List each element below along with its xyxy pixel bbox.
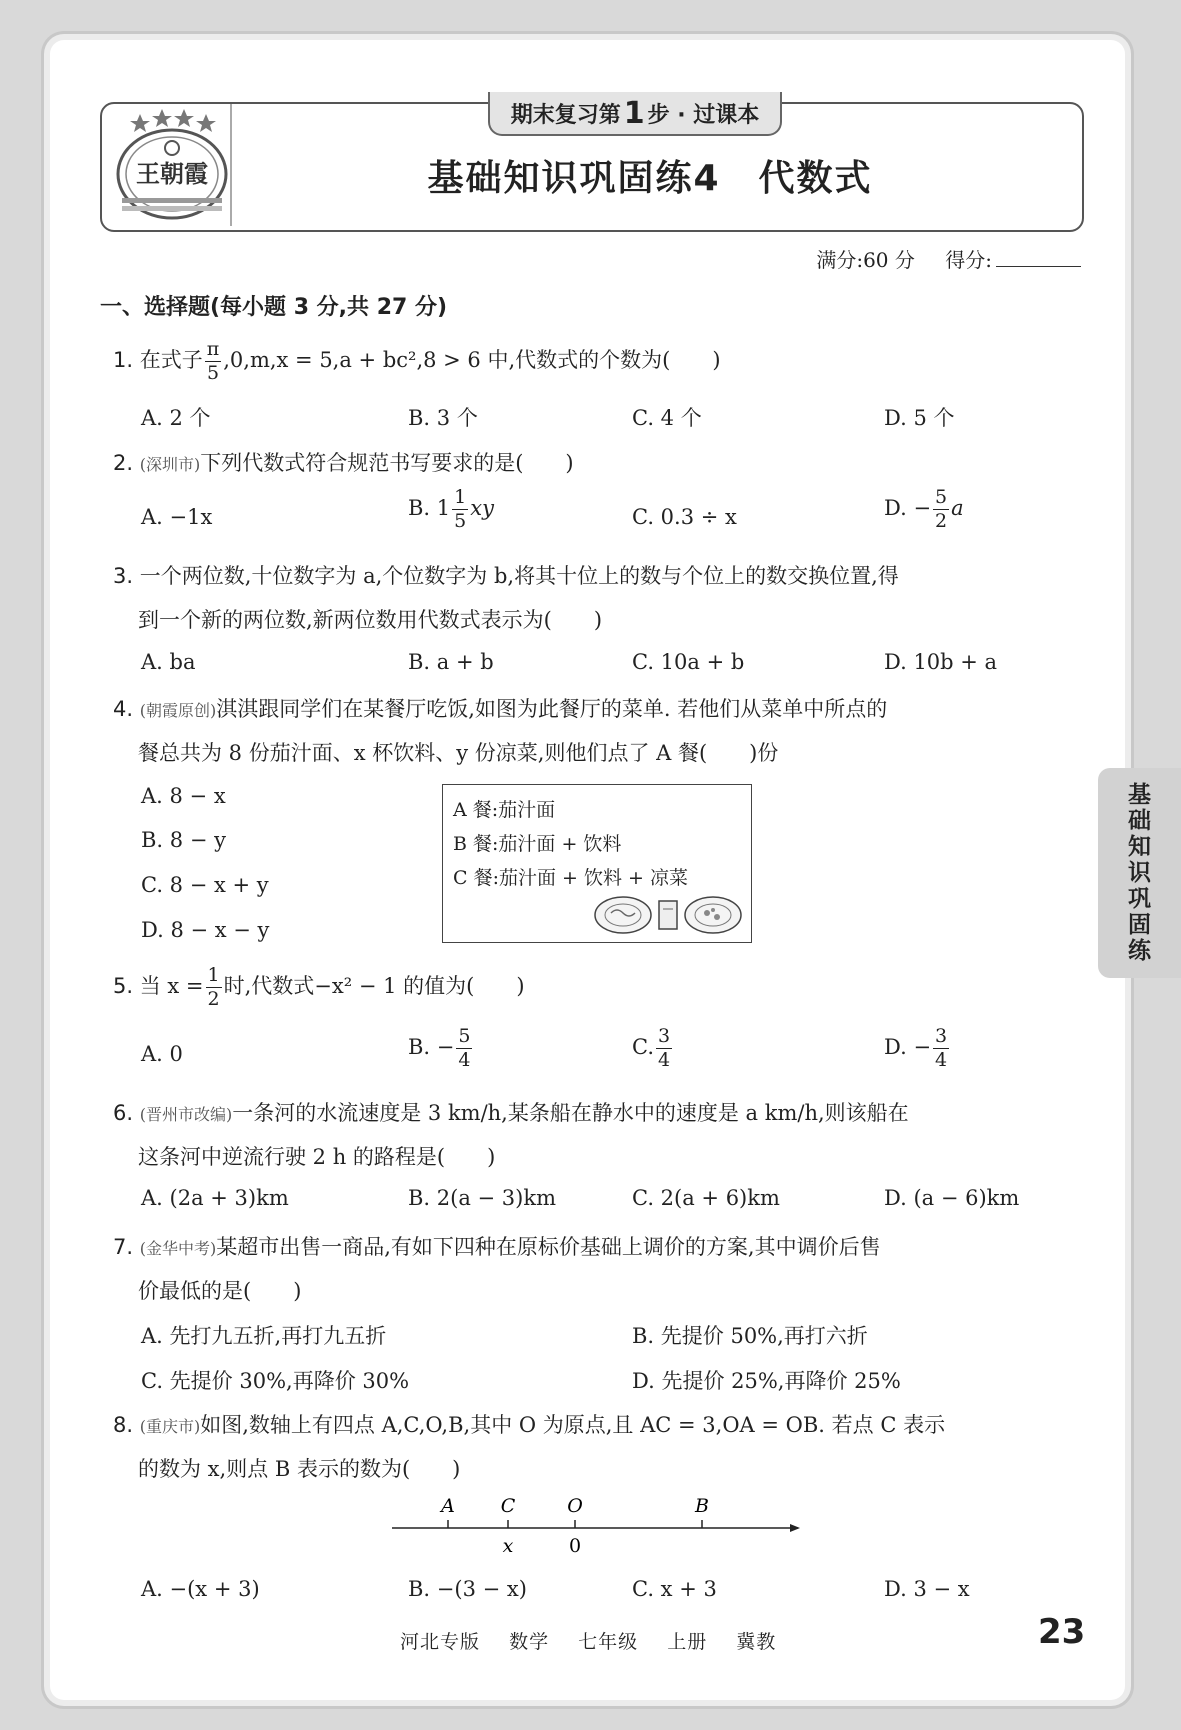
value-zero-label: 0 <box>568 1535 582 1557</box>
question-7 <box>113 1231 881 1261</box>
q4-option-a: A. 8 − x <box>141 784 226 808</box>
q3-line1: 一个两位数,十位数字为 a,个位数字为 b,将其十位上的数与个位上的数交换位置,得 <box>139 564 899 588</box>
q2-option-a: A. −1x <box>141 505 213 529</box>
fraction-numerator: 1 <box>207 964 220 986</box>
q4-option-b: B. 8 − y <box>141 828 226 852</box>
fraction-denominator: 5 <box>206 362 220 384</box>
q2-d-post: a <box>951 496 964 520</box>
q5-option-b <box>408 1027 474 1070</box>
q6-line2: 这条河中逆流行驶 2 h 的路程是( ) <box>138 1145 496 1169</box>
fraction-denominator: 5 <box>454 510 467 532</box>
q2-option-c: C. 0.3 ÷ x <box>632 505 737 529</box>
side-tab-char: 基 <box>1128 782 1151 808</box>
tag-suffix: 步 · 过课本 <box>647 102 760 128</box>
q5-c-fraction <box>656 1027 672 1070</box>
fraction-denominator: 4 <box>935 1049 948 1071</box>
q5-d-fraction <box>933 1027 949 1070</box>
footer-publisher: 冀教 <box>736 1631 777 1653</box>
fraction-denominator: 2 <box>207 988 220 1010</box>
q8-option-a: A. −(x + 3) <box>141 1577 260 1601</box>
side-tab-char: 巩 <box>1128 886 1151 912</box>
food-plates-icon <box>593 889 743 937</box>
tag-prefix: 期末复习第 <box>510 102 621 128</box>
menu-figure <box>442 784 752 943</box>
menu-item-c: C 餐:茄汁面 + 饮料 + 凉菜 <box>453 867 688 889</box>
q2-b-pre: B. 1 <box>408 496 451 520</box>
q5-c-pre: C. <box>632 1035 654 1059</box>
q5-option-a: A. 0 <box>141 1042 183 1066</box>
footer-subject: 数学 <box>509 1631 550 1653</box>
q5-fraction <box>206 966 222 1009</box>
q5-d-pre: D. − <box>884 1035 932 1059</box>
value-x-label: x <box>502 1535 514 1557</box>
footer-volume: 上册 <box>667 1631 708 1653</box>
q8-option-b: B. −(3 − x) <box>408 1577 527 1601</box>
side-tab-char: 固 <box>1128 912 1151 938</box>
question-number: 1. <box>113 348 134 372</box>
q6-option-c: C. 2(a + 6)km <box>632 1186 780 1210</box>
question-1 <box>113 340 721 383</box>
question-source: (深圳市) <box>139 455 201 474</box>
side-tab-char: 练 <box>1128 938 1151 964</box>
q2-b-fraction <box>452 488 468 531</box>
section-title: 一、选择题(每小题 3 分,共 27 分) <box>100 295 448 320</box>
fraction-numerator: π <box>206 338 220 360</box>
q8-line1: 如图,数轴上有四点 A,C,O,B,其中 O 为原点,且 AC = 3,OA = OB. 若点 C 表示 <box>200 1413 946 1437</box>
point-b-label: B <box>695 1495 709 1517</box>
q1-option-b: B. 3 个 <box>408 406 478 430</box>
menu-item-a: A 餐:茄汁面 <box>453 799 556 821</box>
footer-region: 河北专版 <box>400 1631 481 1653</box>
footer <box>400 1627 798 1654</box>
fraction-numerator: 5 <box>935 486 948 508</box>
q7-option-c: C. 先提价 30%,再降价 30% <box>141 1369 410 1393</box>
q8-option-d: D. 3 − x <box>884 1577 970 1601</box>
question-number: 8. <box>113 1413 134 1437</box>
menu-item-b: B 餐:茄汁面 + 饮料 <box>453 833 622 855</box>
q7-option-b: B. 先提价 50%,再打六折 <box>632 1324 868 1348</box>
q3-option-b: B. a + b <box>408 650 494 674</box>
review-step-tag <box>488 92 782 136</box>
q4-line1: 淇淇跟同学们在某餐厅吃饭,如图为此餐厅的菜单. 若他们从菜单中所点的 <box>216 697 888 721</box>
q1-pre: 在式子 <box>139 348 203 372</box>
question-number: 3. <box>113 564 134 588</box>
q6-option-d: D. (a − 6)km <box>884 1186 1020 1210</box>
q7-option-a: A. 先打九五折,再打九五折 <box>141 1324 387 1348</box>
q6-option-b: B. 2(a − 3)km <box>408 1186 556 1210</box>
q2-b-post: xy <box>470 496 494 520</box>
logo-text: 王朝霞 <box>136 159 208 188</box>
page-number: 23 <box>1038 1612 1086 1652</box>
q2-text: 下列代数式符合规范书写要求的是( ) <box>200 451 574 475</box>
question-source: (朝霞原创) <box>139 701 217 720</box>
number-line-figure <box>390 1490 810 1560</box>
q5-post: 时,代数式−x² − 1 的值为( ) <box>223 974 525 998</box>
fraction-numerator: 3 <box>658 1025 671 1047</box>
q4-option-c: C. 8 − x + y <box>141 873 269 897</box>
fraction-denominator: 4 <box>658 1049 671 1071</box>
score-blank <box>996 266 1081 267</box>
question-8 <box>113 1409 945 1439</box>
side-tab-char: 础 <box>1128 808 1151 834</box>
q1-post: ,0,m,x = 5,a + bc²,8 > 6 中,代数式的个数为( ) <box>223 348 721 372</box>
footer-grade: 七年级 <box>578 1631 639 1653</box>
q2-option-b <box>408 488 494 531</box>
q6-line1: 一条河的水流速度是 3 km/h,某条船在静水中的速度是 a km/h,则该船在 <box>232 1101 909 1125</box>
side-tab-char: 知 <box>1128 834 1151 860</box>
question-6 <box>113 1097 909 1127</box>
question-3 <box>113 560 899 590</box>
score-line <box>816 244 1081 273</box>
side-tab <box>1098 768 1181 978</box>
fraction-numerator: 5 <box>458 1025 471 1047</box>
q1-fraction <box>205 340 222 383</box>
q7-line2: 价最低的是( ) <box>138 1279 302 1303</box>
tag-step-number: 1 <box>623 95 645 131</box>
question-number: 5. <box>113 974 134 998</box>
q1-option-c: C. 4 个 <box>632 406 702 430</box>
q3-option-c: C. 10a + b <box>632 650 745 674</box>
q2-d-pre: D. − <box>884 496 932 520</box>
question-4 <box>113 693 887 723</box>
question-5 <box>113 966 525 1009</box>
fraction-denominator: 2 <box>935 510 948 532</box>
question-source: (金华中考) <box>139 1239 217 1258</box>
full-score: 满分:60 分 <box>816 248 915 272</box>
q4-option-d: D. 8 − x − y <box>141 918 270 942</box>
q6-option-a: A. (2a + 3)km <box>141 1186 289 1210</box>
question-source: (重庆市) <box>139 1417 201 1436</box>
q5-b-pre: B. − <box>408 1035 455 1059</box>
side-tab-char: 识 <box>1128 860 1151 886</box>
question-2 <box>113 447 574 477</box>
fraction-denominator: 4 <box>458 1049 471 1071</box>
point-a-label: A <box>441 1495 455 1517</box>
q2-option-d <box>884 488 964 531</box>
q5-pre: 当 x = <box>139 974 204 998</box>
q4-line2: 餐总共为 8 份茄汁面、x 杯饮料、y 份凉菜,则他们点了 A 餐( )份 <box>138 741 779 765</box>
q8-option-c: C. x + 3 <box>632 1577 717 1601</box>
question-number: 7. <box>113 1235 134 1259</box>
question-number: 6. <box>113 1101 134 1125</box>
q1-option-a: A. 2 个 <box>141 406 211 430</box>
q5-b-fraction <box>456 1027 472 1070</box>
q8-line2: 的数为 x,则点 B 表示的数为( ) <box>138 1457 461 1481</box>
q3-line2: 到一个新的两位数,新两位数用代数式表示为( ) <box>138 608 603 632</box>
point-c-label: C <box>500 1495 516 1517</box>
q7-line1: 某超市出售一商品,有如下四种在原标价基础上调价的方案,其中调价后售 <box>216 1235 881 1259</box>
fraction-numerator: 1 <box>454 486 467 508</box>
question-number: 2. <box>113 451 134 475</box>
q5-option-d <box>884 1027 951 1070</box>
score-label: 得分: <box>945 248 992 272</box>
page-title: 基础知识巩固练4 代数式 <box>427 158 873 199</box>
point-o-label: O <box>567 1495 583 1517</box>
q5-option-c <box>632 1027 674 1070</box>
question-number: 4. <box>113 697 134 721</box>
q3-option-a: A. ba <box>141 650 196 674</box>
q1-option-d: D. 5 个 <box>884 406 955 430</box>
q3-option-d: D. 10b + a <box>884 650 998 674</box>
q2-d-fraction <box>933 488 949 531</box>
q7-option-d: D. 先提价 25%,再降价 25% <box>632 1369 901 1393</box>
question-source: (晋州市改编) <box>139 1105 233 1124</box>
fraction-numerator: 3 <box>935 1025 948 1047</box>
axis-arrow-icon <box>790 1524 800 1532</box>
publisher-logo-icon <box>112 106 232 222</box>
